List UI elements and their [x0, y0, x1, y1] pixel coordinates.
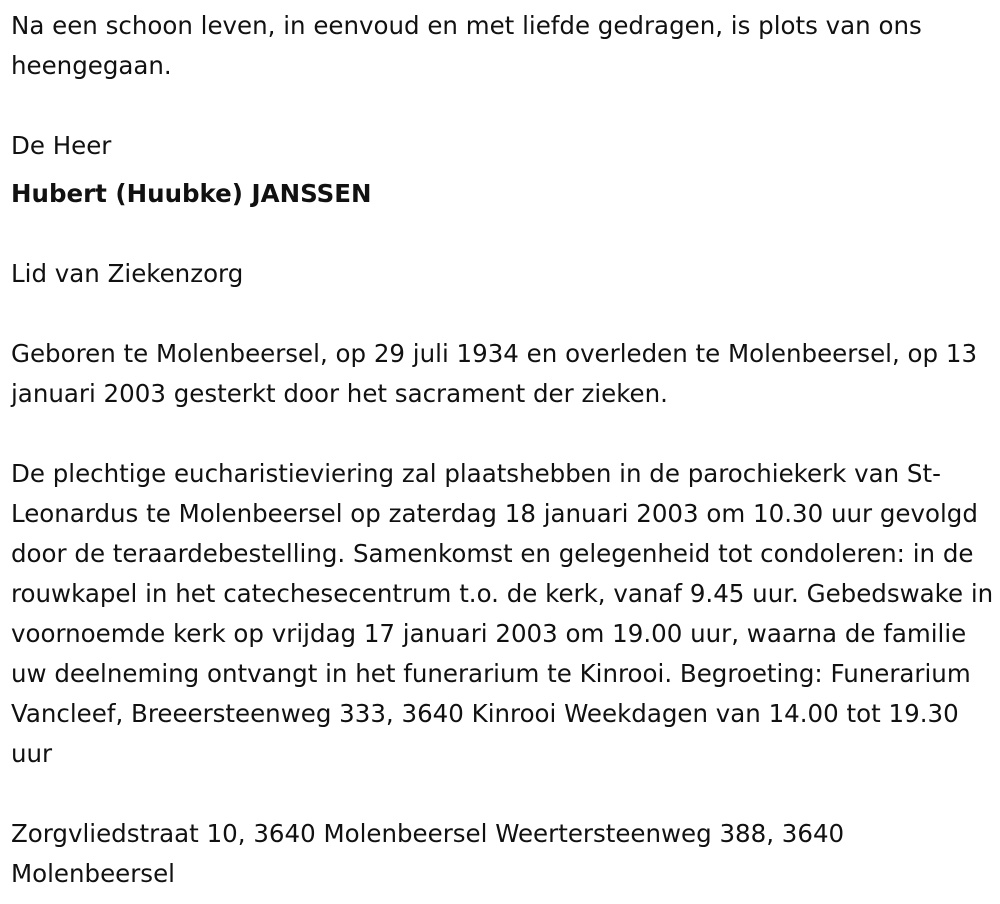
spacer	[11, 414, 996, 454]
ceremony-paragraph: De plechtige eucharistieviering zal plaatshebben in de parochiekerk van St- Leonardus te Molenbeersel op zaterdag 18 januari 2003 om 10.30 uur gevolgd door de teraardebestelling. Samenkomst en gelegenheid tot condoleren: in de rouwkapel in het catechesecentrum t.o. de kerk, vanaf 9.45 uur. Gebedswake in voornoemde kerk op vrijdag 17 januari 2003 om 19.00 uur, waarna de familie uw deelneming ontvangt in het funerarium te Kinrooi. Begroeting: Funerarium Vancleef, Breeersteenweg 333, 3640 Kinrooi Weekdagen van 14.00 tot 19.30 uur	[11, 459, 994, 768]
deceased-name: Hubert (Huubke) JANSSEN	[11, 179, 372, 208]
spacer	[11, 294, 996, 334]
intro-paragraph: Na een schoon leven, in eenvoud en met liefde gedragen, is plots van ons heengegaan.	[11, 11, 922, 80]
salutation: De Heer	[11, 131, 112, 160]
spacer	[11, 86, 996, 126]
spacer	[11, 214, 996, 254]
birth-death-paragraph: Geboren te Molenbeersel, op 29 juli 1934 en overleden te Molenbeersel, op 13 januari 2003 gesterkt door het sacrament der zieken.	[11, 339, 978, 408]
spacer	[11, 774, 996, 814]
membership-text: Lid van Ziekenzorg	[11, 259, 244, 288]
obituary-document	[11, 6, 996, 894]
addresses-paragraph: Zorgvliedstraat 10, 3640 Molenbeersel Weertersteenweg 388, 3640 Molenbeersel	[11, 819, 845, 888]
